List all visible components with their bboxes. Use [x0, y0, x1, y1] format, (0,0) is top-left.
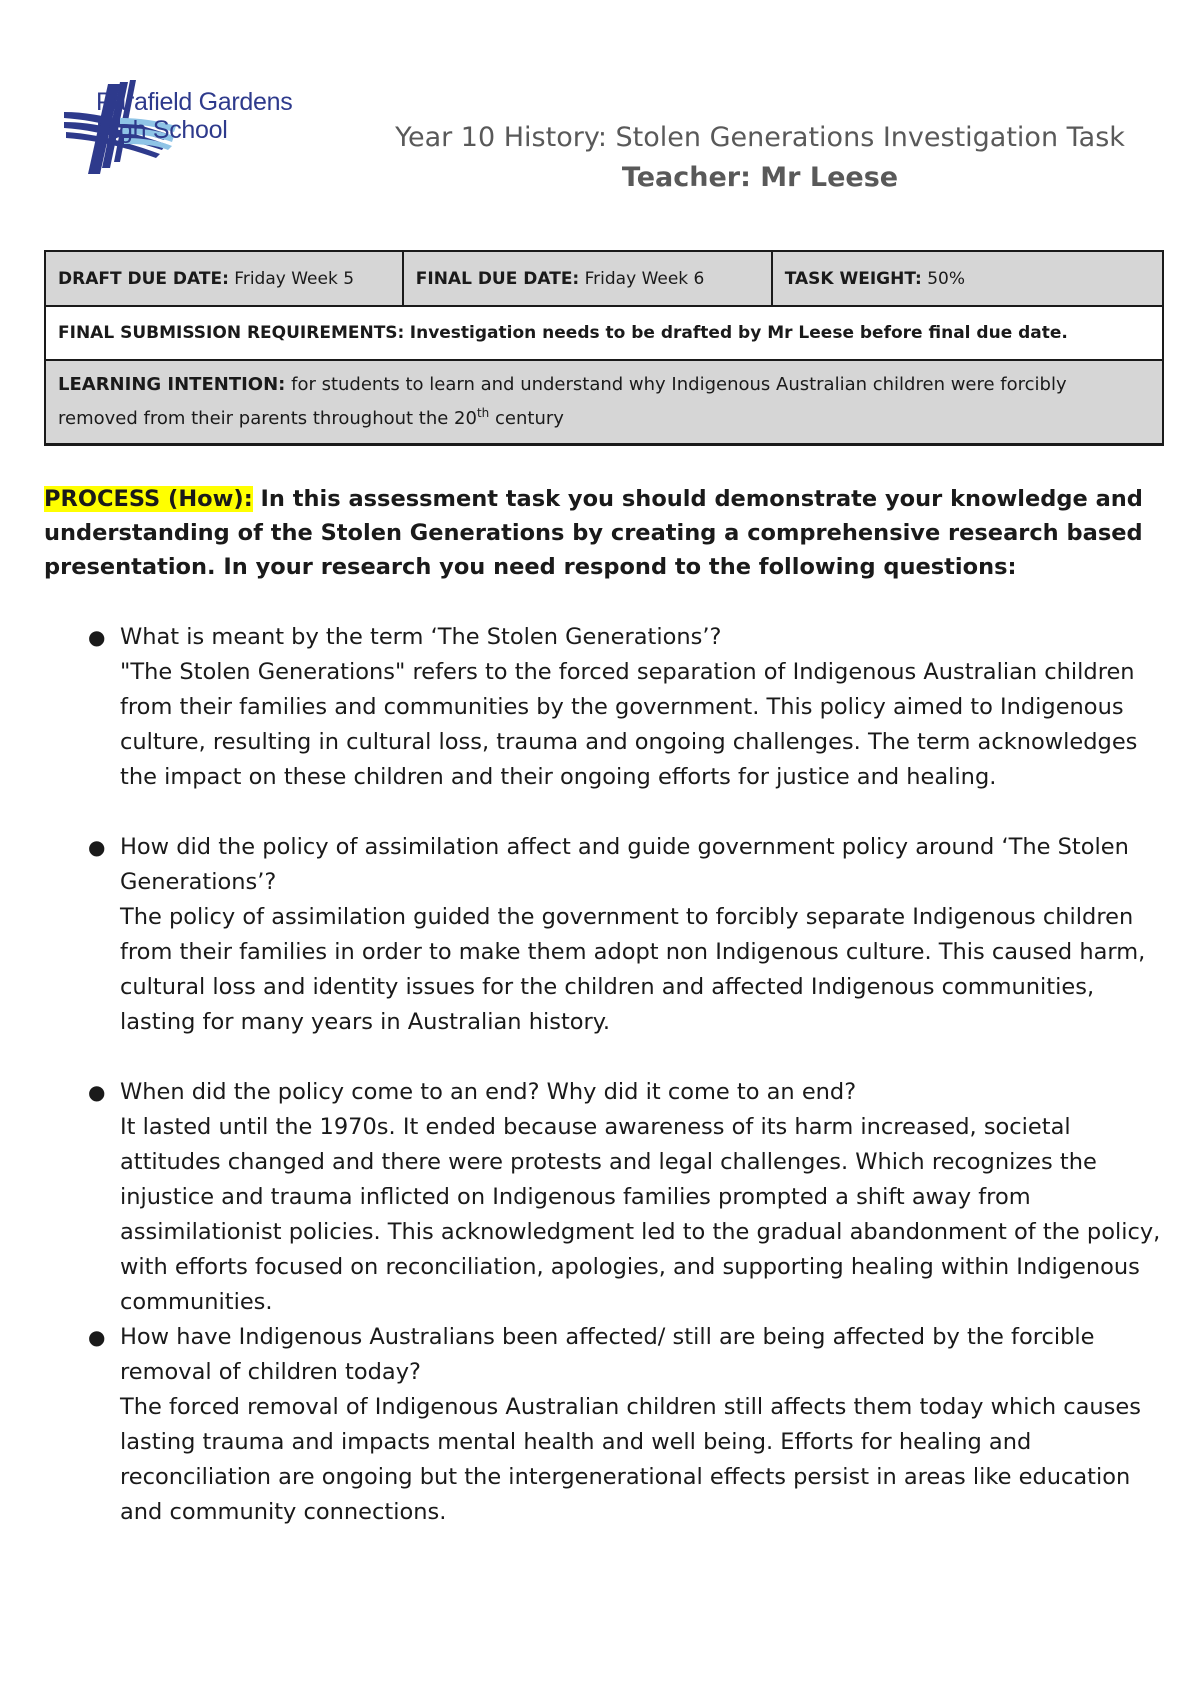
- bullet-icon: ●: [88, 625, 106, 649]
- submission-cell: [45, 306, 1163, 360]
- list-item: [44, 620, 1164, 795]
- question-text: How did the policy of assimilation affect and guide government policy around ‘The Stolen Generations’?: [120, 834, 1129, 895]
- learning-intention-label: LEARNING INTENTION:: [58, 374, 286, 395]
- process-label: PROCESS (How):: [44, 486, 253, 512]
- final-due-date-cell: [403, 251, 772, 306]
- task-weight-value: 50%: [927, 268, 965, 289]
- submission-row: [45, 306, 1163, 360]
- task-weight-cell: [772, 251, 1163, 306]
- final-due-value: Friday Week 6: [584, 268, 705, 289]
- answer-text: "The Stolen Generations" refers to the forced separation of Indigenous Australian children from their families and communities by the government. This policy aimed to Indigenous culture, resulting in cultural loss, trauma and ongoing challenges. The term acknowledges the impact on these children and their ongoing efforts for justice and healing.: [120, 659, 1138, 790]
- learning-intention-text-a: for students to learn and understand why Indigenous Australian children were forcibly removed from their parents throughout the 20: [58, 374, 1067, 429]
- list-item: [44, 830, 1164, 1040]
- question-text: How have Indigenous Australians been affected/ still are being affected by the forcible removal of children today?: [120, 1324, 1095, 1385]
- process-text: In this assessment task you should demonstrate your knowledge and understanding of the Stolen Generations by creating a comprehensive research based presentation. In your research you need respond to the following questions:: [44, 486, 1143, 580]
- question-text: What is meant by the term ‘The Stolen Generations’?: [120, 624, 722, 650]
- learning-intention-sup: th: [476, 406, 490, 420]
- question-text: When did the policy come to an end? Why did it come to an end?: [120, 1079, 857, 1105]
- final-due-label: FINAL DUE DATE:: [415, 268, 580, 289]
- process-paragraph: [44, 482, 1164, 584]
- answer-text: The policy of assimilation guided the government to forcibly separate Indigenous children from their families in order to make them adopt non Indigenous culture. This caused harm, cultural loss and identity issues for the children and affected Indigenous communities, lasting for many years in Australian history.: [120, 904, 1146, 1035]
- bullet-icon: ●: [88, 835, 106, 859]
- school-name-line1: Parafield Gardens: [96, 88, 293, 116]
- task-weight-label: TASK WEIGHT:: [784, 268, 922, 289]
- school-name: [96, 88, 292, 144]
- submission-label: FINAL SUBMISSION REQUIREMENTS:: [58, 323, 405, 343]
- draft-due-date-cell: [45, 251, 403, 306]
- task-info-table: [44, 250, 1164, 446]
- submission-value: Investigation needs to be drafted by Mr Leese before final due date.: [409, 323, 1068, 343]
- list-item: [44, 1320, 1164, 1530]
- draft-due-value: Friday Week 5: [234, 268, 355, 289]
- document-title: Year 10 History: Stolen Generations Investigation Task: [395, 122, 1125, 153]
- draft-due-label: DRAFT DUE DATE:: [58, 268, 229, 289]
- school-name-line2: High School: [96, 116, 228, 144]
- bullet-icon: ●: [88, 1080, 106, 1104]
- due-dates-row: [45, 251, 1163, 306]
- learning-intention-text-b: century: [495, 408, 564, 429]
- bullet-icon: ●: [88, 1325, 106, 1349]
- questions-list: [44, 620, 1164, 1530]
- learning-intention-row: [45, 360, 1163, 445]
- list-item: [44, 1075, 1164, 1320]
- answer-text: It lasted until the 1970s. It ended because awareness of its harm increased, societal attitudes changed and there were protests and legal challenges. Which recognizes the injustice and trauma inflicted on Indigenous families prompted a shift away from assimilationist policies. This acknowledgment led to the gradual abandonment of the policy, with efforts focused on reconciliation, apologies, and supporting healing within Indigenous communities.: [120, 1114, 1161, 1315]
- teacher-name: Teacher: Mr Leese: [621, 162, 899, 193]
- learning-intention-cell: [45, 360, 1163, 445]
- answer-text: The forced removal of Indigenous Australian children still affects them today which causes lasting trauma and impacts mental health and well being. Efforts for healing and reconciliation are ongoing but the intergenerational effects persist in areas like education and community connections.: [120, 1394, 1141, 1525]
- document-header: [330, 118, 1190, 198]
